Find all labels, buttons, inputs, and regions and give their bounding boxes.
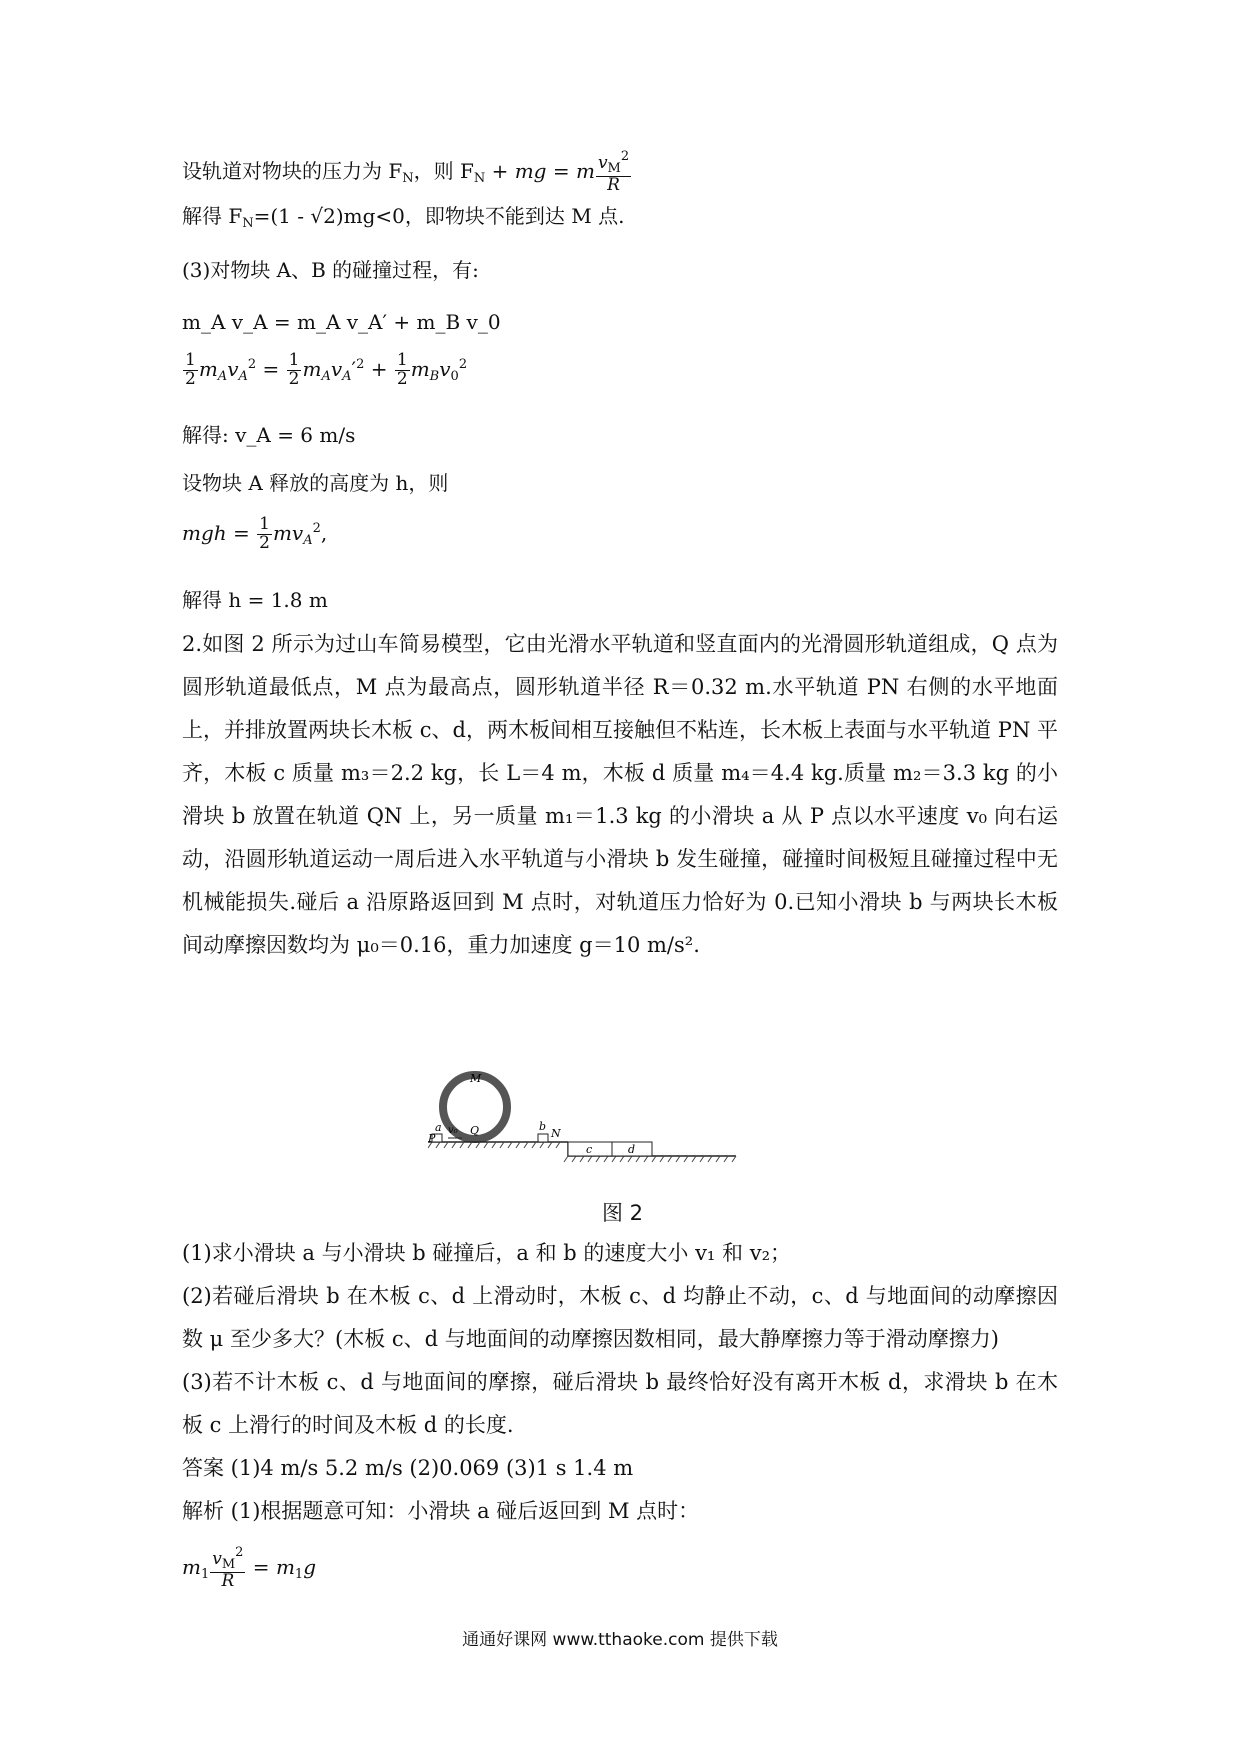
label-c: c (586, 1143, 593, 1156)
answer: 答案 (1)4 m/s 5.2 m/s (2)0.069 (3)1 s 1.4 m (182, 1456, 634, 1480)
then-text: ，则 F (413, 158, 474, 183)
height-setup: 设物块 A 释放的高度为 h，则 (182, 471, 449, 495)
height-result: 解得 h = 1.8 m (182, 588, 328, 612)
half-fraction-4: $\frac{1}{2}$ (259, 514, 270, 553)
energy-equation: $\frac{1}{2}$ $m_Av_A^2$ = $\frac{1}{2}$ $m_Av_A'^2$ + $\frac{1}{2}$ $m_Bv_0^2$ (185, 350, 468, 389)
result-prefix: 解得 F (182, 204, 243, 228)
half-fraction-2: $\frac{1}{2}$ (288, 350, 300, 389)
result-normal-force (182, 206, 624, 230)
energy-height-equation: mgh = $\frac{1}{2}$ $mv_A^2$, (182, 514, 328, 553)
collision-heading: (3)对物块 A、B 的碰撞过程，有: (182, 258, 479, 282)
label-q: Q (470, 1124, 480, 1137)
label-b: b (539, 1120, 547, 1133)
label-a: a (435, 1121, 442, 1134)
fraction-vm2-over-r: $\frac{v_M^2}{R}$ (597, 149, 630, 195)
problem-statement: 2.如图 2 所示为过山车简易模型，它由光滑水平轨道和竖直面内的光滑圆形轨道组成，Q 点为圆形轨道最低点，M 点为最高点，圆形轨道半径 R＝0.32 m.水平轨道 PN 右侧的水平地面上，并排放置两块长木板 c、d，两木板间相互接触但不粘连，长木板上表面与水平轨道 PN 平齐，木板 c 质量 m₃＝2.2 kg，长 L＝4 m，木板 d 质量 m₄＝4.4 kg.质量 m₂＝3.3 kg 的小滑块 b 放置在轨道 QN 上，另一质量 m₁＝1.3 kg 的小滑块 a 从 P 点以水平速度 v₀ 向右运动，沿圆形轨道运动一周后进入水平轨道与小滑块 b 发生碰撞，碰撞时间极短且碰撞过程中无机械能损失.碰后 a 沿原路返回到 M 点时，对轨道压力恰好为 0.已知小滑块 b 与两块长木板间动摩擦因数均为 μ₀＝0.16，重力加速度 g＝10 m/s². (182, 632, 1058, 957)
equation-normal-force: 设轨道对物块的压力为 $F_N$，则 $F_N$ + mg = m $\frac{v_M^2}{R}$ (182, 149, 630, 195)
question-1: (1)求小滑块 a 与小滑块 b 碰撞后，a 和 b 的速度大小 v₁ 和 v₂； (182, 1241, 791, 1265)
figure-caption: 图 2 (602, 1201, 644, 1225)
roller-coaster-figure (428, 1058, 738, 1186)
question-2: (2)若碰后滑块 b 在木板 c、d 上滑动时，木板 c、d 均静止不动，c、d 与地面间的动摩擦因数 μ 至少多大？(木板 c、d 与地面间的动摩擦因数相同，最大静摩擦力等于滑动摩擦力) (182, 1284, 1058, 1351)
label-n: N (551, 1127, 561, 1140)
subscript-n: N (402, 170, 414, 186)
subscript-n-3: N (242, 216, 254, 231)
question-3: (3)若不计木板 c、d 与地面间的摩擦，碰后滑块 b 最终恰好没有离开木板 d，求滑块 b 在木板 c 上滑行的时间及木板 d 的长度. (182, 1370, 1058, 1437)
block-b (538, 1134, 548, 1142)
footer: 通通好课网 www.tthaoke.com 提供下载 (462, 1630, 778, 1650)
label-p: P (428, 1132, 436, 1145)
label-m: M (470, 1072, 482, 1085)
label-d: d (628, 1143, 636, 1156)
result-rest: =(1 - √2)mg<0，即物块不能到达 M 点. (253, 204, 625, 228)
half-fraction-1: $\frac{1}{2}$ (185, 350, 196, 389)
analysis: 解析 (1)根据题意可知：小滑块 a 碰后返回到 M 点时： (182, 1499, 700, 1523)
half-fraction-3: $\frac{1}{2}$ (396, 350, 408, 389)
centripetal-equation: $m_1$ $\frac{v_M^2}{R}$ = $m_1g$ (182, 1545, 316, 1591)
label-v0: v₀ (448, 1125, 458, 1136)
normal-force-text: 设轨道对物块的压力为 F (182, 158, 403, 183)
momentum-equation: m_A v_A = m_A v_A′ + m_B v_0 (182, 310, 501, 334)
subscript-n-2: N (473, 170, 486, 186)
fraction-vm2-over-r-2: $\frac{v_M^2}{R}$ (212, 1545, 244, 1591)
velocity-result: 解得: v_A = 6 m/s (182, 423, 356, 447)
